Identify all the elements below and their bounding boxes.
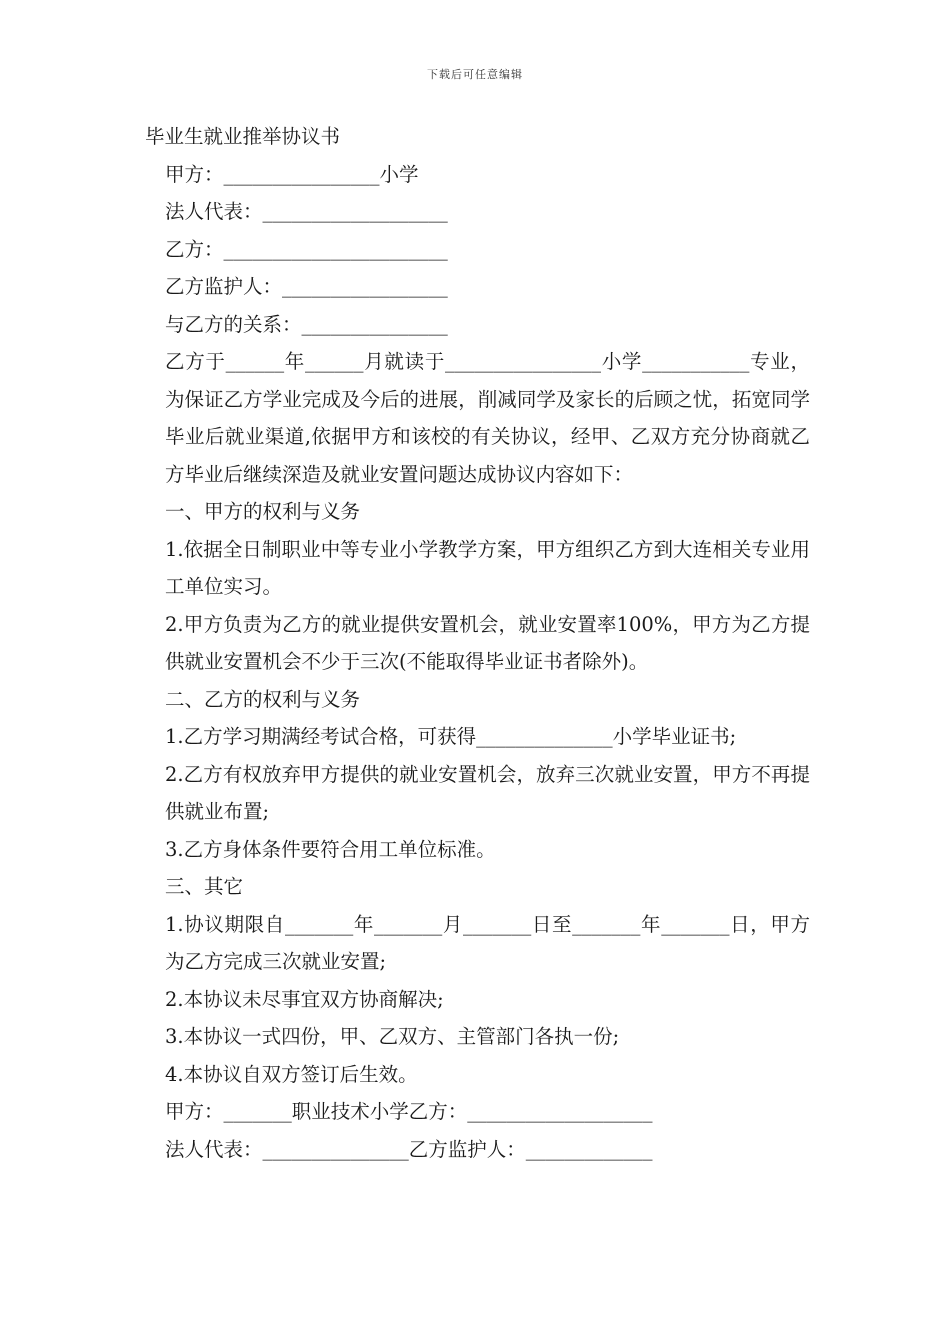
section-3-item-2: 2.本协议未尽事宜双方协商解决; (165, 987, 444, 1011)
party-b-line: 乙方：_______________________ (165, 237, 448, 261)
party-a-line: 甲方：________________小学 (165, 162, 419, 186)
section-1-item-2: 2.甲方负责为乙方的就业提供安置机会，就业安置率100%，甲方为乙方提供就业安置机会不少于三次(不能取得毕业证书者除外)。 (165, 612, 810, 673)
section-3-item-3: 3.本协议一式四份，甲、乙双方、主管部门各执一份; (165, 1025, 620, 1048)
relation-line: 与乙方的关系：_______________ (165, 312, 448, 336)
section-2-item-3: 3.乙方身体条件要符合用工单位标准。 (165, 837, 496, 861)
page-header: 下载后可任意编辑 (427, 68, 523, 81)
section-2-item-1: 1.乙方学习期满经考试合格，可获得______________小学毕业证书; (165, 725, 737, 748)
document-body (145, 118, 810, 1168)
section-3-item-4: 4.本协议自双方签订后生效。 (165, 1062, 418, 1086)
section-3-title: 三、其它 (165, 875, 244, 898)
signature-line-2: 法人代表：_______________乙方监护人：_____________ (165, 1137, 653, 1161)
guardian-line: 乙方监护人：_________________ (165, 275, 448, 298)
section-1-item-1: 1.依据全日制职业中等专业小学教学方案，甲方组织乙方到大连相关专业用工单位实习。 (165, 537, 810, 598)
signature-line-1: 甲方：_______职业技术小学乙方：___________________ (165, 1100, 653, 1123)
document-title: 毕业生就业推举协议书 (145, 125, 341, 148)
section-1-title: 一、甲方的权利与义务 (165, 500, 361, 523)
section-3-item-1: 1.协议期限自_______年_______月_______日至_______年_______日，甲方为乙方完成三次就业安置; (165, 912, 810, 973)
legal-rep-line: 法人代表：___________________ (165, 200, 448, 223)
section-2-title: 二、乙方的权利与义务 (165, 687, 361, 711)
section-2-item-2: 2.乙方有权放弃甲方提供的就业安置机会，放弃三次就业安置，甲方不再提供就业布置; (165, 762, 810, 823)
intro-paragraph: 乙方于______年______月就读于________________小学___________专业，为保证乙方学业完成及今后的进展，削减同学及家长的后顾之忧，拓宽同学毕业后就业渠道,依据甲方和该校的有关协议，经甲、乙双方充分协商就乙方毕业后继续深造及就业安置问题达成协议内容如下： (165, 350, 810, 486)
